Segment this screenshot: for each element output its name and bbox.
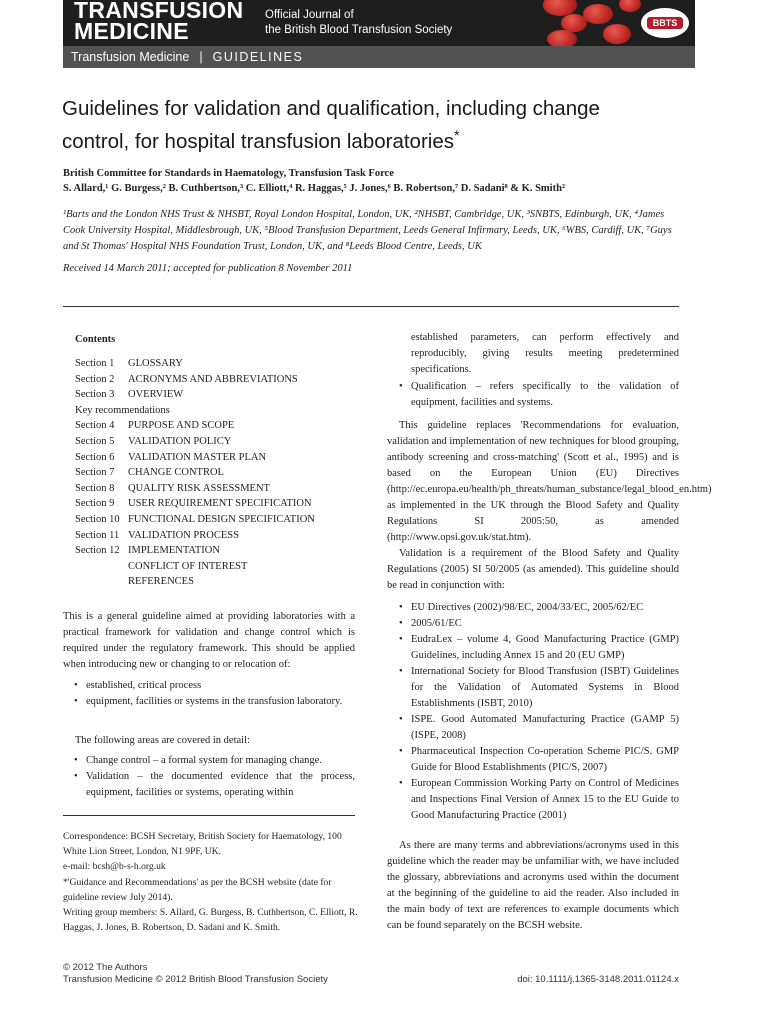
contents-section-label: OVERVIEW bbox=[128, 389, 184, 401]
contents-section-label: IMPLEMENTATION bbox=[128, 545, 220, 557]
contents-section-label: CHANGE CONTROL bbox=[128, 467, 224, 479]
journal-subtitle bbox=[265, 8, 452, 38]
contents-section-number: Section 12 bbox=[75, 545, 120, 557]
glossary-note-paragraph: As there are many terms and abbreviations/acronyms used in this guideline which the reader may be unfamiliar with, we have included the glossary, abbreviations and acronyms used within the document at the beginning of the guideline to aid the reader. Also included in the main body of text are references to example documents which can be found separately on the BCSH website. bbox=[387, 840, 679, 931]
subtitle-line2: the British Blood Transfusion Society bbox=[265, 24, 453, 36]
section-bar bbox=[63, 46, 695, 68]
contents-item[interactable] bbox=[75, 465, 315, 481]
author-list: S. Allard,¹ G. Burgess,² B. Cuthbertson,³ C. Elliott,⁴ R. Haggas,⁵ J. Jones,⁶ B. Robertson,⁷ D. Sadani⁸ & K. Smith² bbox=[63, 183, 566, 194]
contents-item[interactable] bbox=[75, 496, 315, 512]
journal-name-line1: TRANSFUSION bbox=[74, 0, 244, 23]
received-dates: Received 14 March 2011; accepted for publication 8 November 2011 bbox=[63, 263, 353, 274]
list-item: • EU Directives (2002)/98/EC, 2004/33/EC, 2005/62/EC bbox=[398, 600, 679, 616]
contents-item[interactable] bbox=[75, 559, 315, 575]
title-line2: control, for hospital transfusion laboratories bbox=[62, 129, 454, 153]
contents-section-number: Section 4 bbox=[75, 420, 115, 432]
contents-item[interactable] bbox=[75, 403, 315, 419]
contents-section-number: Section 7 bbox=[75, 467, 115, 479]
contents-item[interactable] bbox=[75, 528, 315, 544]
list-item: • Pharmaceutical Inspection Co-operation Scheme PIC/S. GMP Guide for Blood Establishments (PIC/S, 2007) bbox=[398, 744, 679, 776]
contents-section-number: Section 9 bbox=[75, 498, 115, 510]
title-line1: Guidelines for validation and qualification, including change bbox=[62, 97, 600, 120]
title-footnote-mark: * bbox=[453, 127, 460, 143]
contents-item[interactable] bbox=[75, 387, 315, 403]
header-divider bbox=[63, 306, 679, 307]
section-separator: | bbox=[199, 50, 203, 64]
list-item: • Validation – the documented evidence that the process, equipment, facilities or systems, operating within bbox=[73, 769, 355, 801]
contents-item[interactable] bbox=[75, 543, 315, 559]
contents-section-label: ACRONYMS AND ABBREVIATIONS bbox=[128, 373, 298, 385]
qualification-list bbox=[398, 379, 679, 411]
contents-item[interactable] bbox=[75, 372, 315, 388]
copyright-society: Transfusion Medicine © 2012 British Blood Transfusion Society bbox=[63, 974, 328, 985]
journal-name-line2: MEDICINE bbox=[74, 18, 189, 44]
table-of-contents bbox=[75, 356, 315, 590]
list-item: • EudraLex – volume 4, Good Manufacturing Practice (GMP) Guidelines, including Annex 15 and 20 (EU GMP) bbox=[398, 632, 679, 664]
contents-section-label: QUALITY RISK ASSESSMENT bbox=[128, 482, 270, 494]
contents-item[interactable] bbox=[75, 450, 315, 466]
validation-definition-continued: established parameters, can perform effectively and reproducibly, giving results meeting predetermined specifications. bbox=[411, 332, 679, 375]
intro-paragraph: This is a general guideline aimed at providing laboratories with a practical framework for validation and change control which is required under the regulatory framework. This should be applied when introducing new or changing to or relocation of: bbox=[63, 611, 355, 670]
contents-section-number: Section 6 bbox=[75, 451, 115, 463]
list-item: • Qualification – refers specifically to the validation of equipment, facilities and systems. bbox=[398, 379, 679, 411]
subtitle-line1: Official Journal of bbox=[265, 9, 354, 21]
contents-section-label: VALIDATION PROCESS bbox=[128, 529, 239, 541]
contents-section-label: USER REQUIREMENT SPECIFICATION bbox=[128, 498, 312, 510]
contents-section-number: Section 1 bbox=[75, 358, 115, 369]
section-journal-name: Transfusion Medicine bbox=[71, 50, 190, 64]
committee-name: British Committee for Standards in Haematology, Transfusion Task Force bbox=[63, 168, 394, 179]
writing-group-members: Writing group members: S. Allard, G. Burgess, B. Cuthbertson, C. Elliott, R. Haggas, J. Jones, B. Robertson, D. Sadani and K. Smith. bbox=[63, 907, 358, 934]
correspondence-address: Correspondence: BCSH Secretary, British Society for Haematology, 100 White Lion Street, London, N1 9PF, UK. bbox=[63, 831, 342, 858]
contents-section-number: Section 3 bbox=[75, 389, 115, 401]
contents-section-label: GLOSSARY bbox=[128, 358, 183, 369]
contents-section-number: Section 5 bbox=[75, 435, 115, 447]
correspondence-email[interactable]: e-mail: bcsh@b-s-h.org.uk bbox=[63, 861, 166, 873]
guidance-note: *'Guidance and Recommendations' as per the BCSH website (date for guideline review July 2014). bbox=[63, 876, 332, 903]
contents-heading: Contents bbox=[75, 334, 116, 345]
contents-section-number: Section 8 bbox=[75, 482, 115, 494]
bbts-logo-text: BBTS bbox=[647, 17, 683, 29]
section-name: GUIDELINES bbox=[212, 50, 304, 64]
correspondence-footnote bbox=[63, 829, 359, 935]
journal-logo bbox=[74, 0, 243, 42]
contents-section-number: Section 10 bbox=[75, 513, 120, 525]
contents-section-label: FUNCTIONAL DESIGN SPECIFICATION bbox=[128, 513, 315, 525]
blood-cells-image bbox=[543, 0, 643, 46]
article-title bbox=[62, 95, 662, 155]
list-item: • Change control – a formal system for managing change. bbox=[73, 753, 355, 769]
doi[interactable]: doi: 10.1111/j.1365-3148.2011.01124.x bbox=[517, 974, 679, 985]
page-footer-copyright bbox=[63, 962, 328, 986]
list-item: • European Commission Working Party on Control of Medicines and Inspections Final Version of Annex 15 to the EU Guide to Good Manufacturing Practice (2001) bbox=[398, 776, 679, 824]
contents-section-label: VALIDATION POLICY bbox=[128, 435, 232, 447]
contents-section-label: Key recommendations bbox=[75, 404, 170, 416]
contents-section-number: Section 11 bbox=[75, 529, 120, 541]
copyright-authors: © 2012 The Authors bbox=[63, 962, 148, 973]
list-item: • equipment, facilities or systems in the transfusion laboratory. bbox=[73, 694, 355, 710]
contents-item[interactable] bbox=[75, 356, 315, 372]
affiliations: ¹Barts and the London NHS Trust & NHSBT, Royal London Hospital, London, UK, ²NHSBT, Cambridge, UK, ³SNBTS, Edinburgh, UK, ⁴James Cook University Hospital, Middlesbrough, UK, ⁵Blood Transfusion Department, Leeds General Infirmary, Leeds, UK, ⁶WBS, Cardiff, UK, ⁷Guys and St Thomas' Hospital NHS Foundation Trust, London, UK, and ⁸Leeds Blood Centre, Leeds, UK bbox=[63, 209, 672, 252]
regulations-paragraph: Validation is a requirement of the Blood Safety and Quality Regulations (2005) SI 50/2005 (as amended). This guideline should be read in conjunction with: bbox=[387, 548, 679, 591]
contents-section-label: CONFLICT OF INTEREST bbox=[128, 560, 248, 572]
contents-section-label: VALIDATION MASTER PLAN bbox=[128, 451, 267, 463]
contents-section-number: Section 2 bbox=[75, 373, 115, 385]
list-item: • established, critical process bbox=[73, 678, 355, 694]
list-item: • International Society for Blood Transfusion (ISBT) Guidelines for the Validation of Automated Systems in Blood Establishments (ISBT, 2010) bbox=[398, 664, 679, 712]
related-documents-list bbox=[398, 600, 679, 824]
contents-item[interactable] bbox=[75, 481, 315, 497]
scope-list bbox=[73, 678, 355, 710]
replaces-paragraph: This guideline replaces 'Recommendations for evaluation, validation and implementation of new techniques for blood grouping, antibody screening and cross-matching' (Scott et al., 1995) and is based on the European Union (EU) Directives (http://ec.europa.eu/health/ph_threats/human_substance/legal_blood_en.htm) as implemented in the UK through the Blood Safety and Quality Regulations SI 2005:50, as amended (http://www.opsi.gov.uk/stat.htm). bbox=[387, 420, 712, 543]
list-item: • ISPE. Good Automated Manufacturing Practice (GAMP 5) (ISPE, 2008) bbox=[398, 712, 679, 744]
footnote-divider bbox=[63, 815, 355, 816]
bbts-logo bbox=[641, 8, 689, 38]
areas-list bbox=[73, 753, 355, 801]
contents-item[interactable] bbox=[75, 512, 315, 528]
list-item: • 2005/61/EC bbox=[398, 616, 679, 632]
journal-banner bbox=[63, 0, 695, 46]
contents-item[interactable] bbox=[75, 434, 315, 450]
areas-intro: The following areas are covered in detail: bbox=[75, 735, 250, 746]
contents-item[interactable] bbox=[75, 574, 315, 590]
contents-section-label: REFERENCES bbox=[128, 576, 194, 588]
contents-item[interactable] bbox=[75, 418, 315, 434]
contents-section-label: PURPOSE AND SCOPE bbox=[128, 420, 235, 432]
